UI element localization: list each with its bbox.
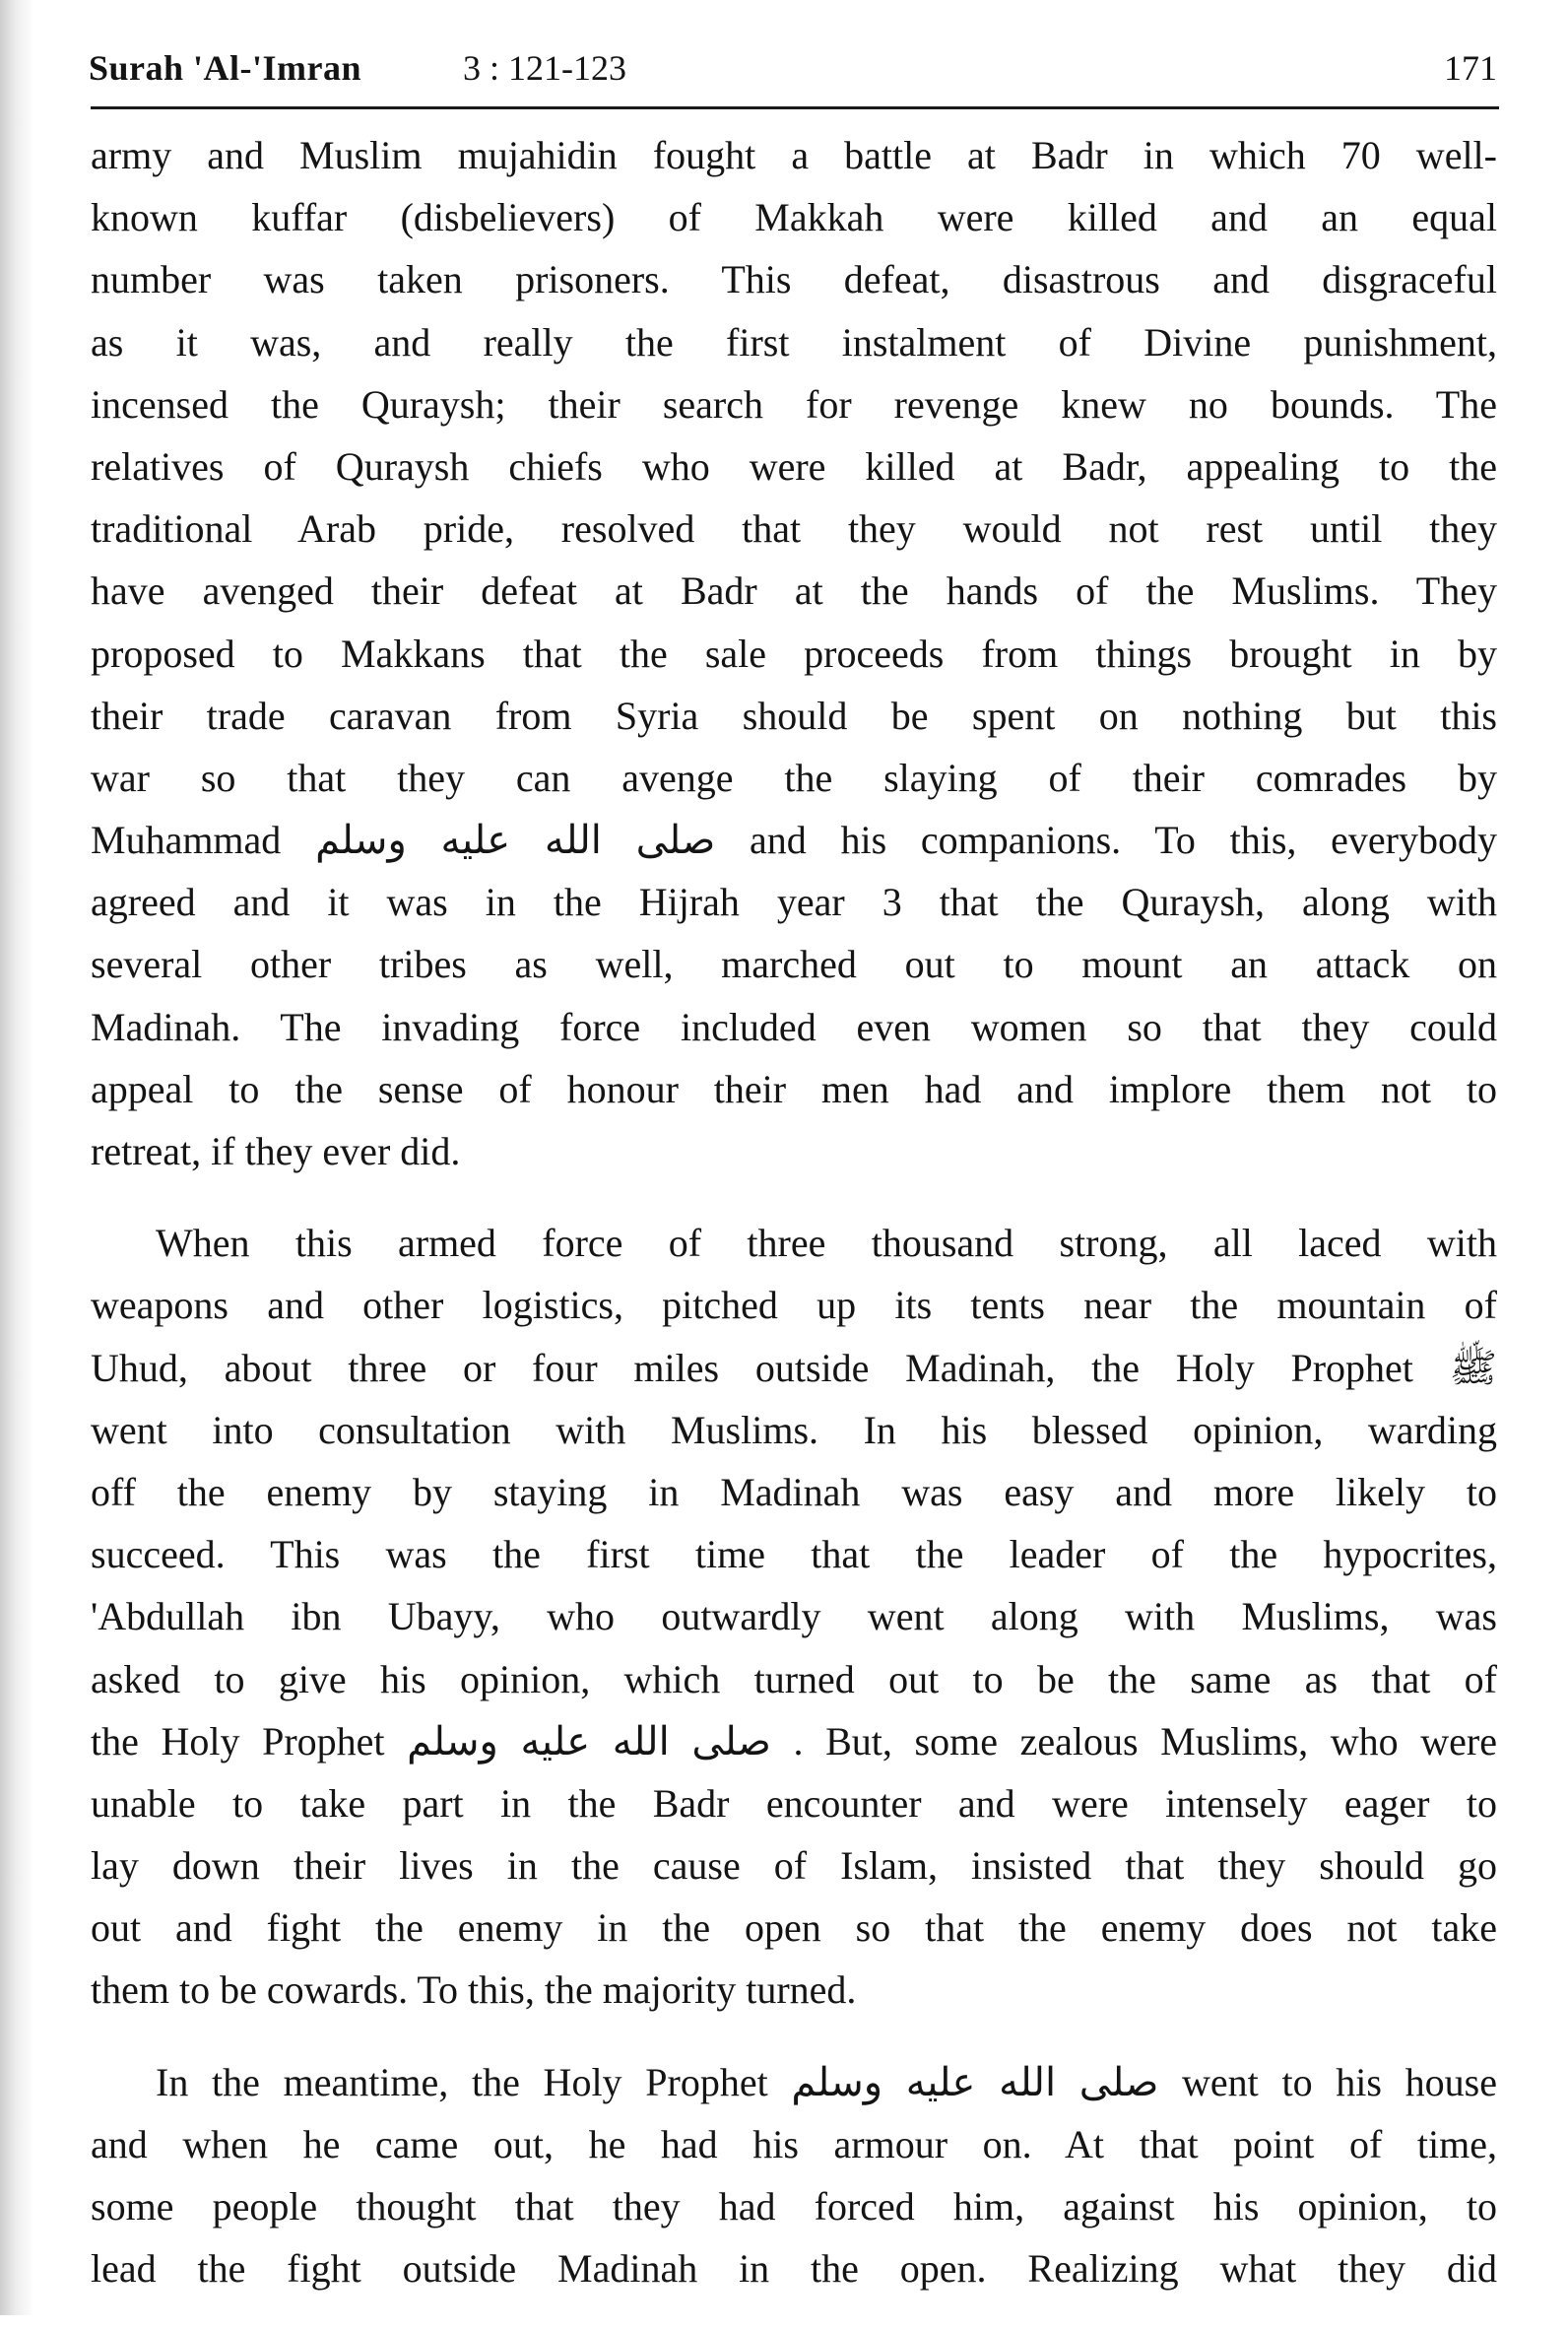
text-line: army and Muslim mujahidin fought a battle at Badr in which 70 well- — [91, 133, 1497, 177]
text-line: have avenged their defeat at Badr at the hands of the Muslims. They — [91, 568, 1497, 614]
text-line: the Holy Prophet صلى الله عليه وسلم . But, some zealous Muslims, who were — [91, 1718, 1497, 1763]
text-line: Muhammad صلى الله عليه وسلم and his companions. To this, everybody — [91, 818, 1497, 863]
text-line: several other tribes as well, marched out to mount an attack on — [91, 942, 1497, 987]
text-line: retreat, if they ever did. — [91, 1129, 461, 1173]
text-line: unable to take part in the Badr encounter and were intensely eager to — [91, 1780, 1497, 1826]
text-line: went into consultation with Muslims. In his blessed opinion, warding — [91, 1407, 1497, 1452]
text-line: asked to give his opinion, which turned out to be the same as that of — [91, 1656, 1497, 1701]
text-line: their trade caravan from Syria should be spent on nothing but this — [91, 693, 1497, 738]
paragraph-2 — [91, 1212, 1497, 2021]
body-text — [91, 124, 1497, 2329]
text-line: incensed the Quraysh; their search for revenge knew no bounds. The — [91, 381, 1497, 427]
text-line: off the enemy by staying in Madinah was easy and more likely to — [91, 1469, 1497, 1514]
page-binding-shadow — [0, 0, 33, 2315]
paragraph-1 — [91, 124, 1497, 1182]
text-line: proposed to Makkans that the sale proceeds from things brought in by — [91, 631, 1497, 676]
text-line: as it was, and really the first instalment of Divine punishment, — [91, 319, 1497, 365]
text-line: some people thought that they had forced him, against his opinion, to — [91, 2184, 1497, 2229]
header-rule — [91, 106, 1499, 109]
paragraph-3 — [91, 2051, 1497, 2300]
text-line: traditional Arab pride, resolved that they would not rest until they — [91, 506, 1497, 552]
text-line: 'Abdullah ibn Ubayy, who outwardly went along with Muslims, was — [91, 1594, 1497, 1639]
text-line: Uhud, about three or four miles outside Madinah, the Holy Prophet ﷺ — [91, 1345, 1497, 1390]
text-line: known kuffar (disbelievers) of Makkah were killed and an equal — [91, 195, 1497, 240]
text-line: out and fight the enemy in the open so that the enemy does not take — [91, 1905, 1497, 1951]
text-line: lay down their lives in the cause of Islam, insisted that they should go — [91, 1843, 1497, 1889]
text-line: relatives of Quraysh chiefs who were killed at Badr, appealing to the — [91, 443, 1497, 489]
text-line: weapons and other logistics, pitched up its tents near the mountain of — [91, 1283, 1497, 1328]
text-line: succeed. This was the first time that the leader of the hypocrites, — [91, 1532, 1497, 1577]
surah-title: Surah 'Al-'Imran — [89, 48, 362, 88]
verse-reference: 3 : 121-123 — [463, 48, 626, 88]
text-line: lead the fight outside Madinah in the open. Realizing what they did — [91, 2246, 1497, 2292]
text-line: When this armed force of three thousand strong, all laced with — [156, 1221, 1497, 1266]
text-line: and when he came out, he had his armour on. At that point of time, — [91, 2121, 1497, 2166]
text-line: Madinah. The invading force included even women so that they could — [91, 1004, 1497, 1049]
text-line: war so that they can avenge the slaying of their comrades by — [91, 755, 1497, 800]
text-line: them to be cowards. To this, the majority turned. — [91, 1967, 857, 2013]
running-header — [89, 47, 1497, 108]
page-number: 171 — [1444, 48, 1497, 88]
text-line: appeal to the sense of honour their men had and implore them not to — [91, 1066, 1497, 1111]
text-line: number was taken prisoners. This defeat, disastrous and disgraceful — [91, 257, 1497, 302]
text-line: In the meantime, the Holy Prophet صلى الله عليه وسلم went to his house — [156, 2059, 1497, 2104]
text-line: agreed and it was in the Hijrah year 3 that the Quraysh, along with — [91, 880, 1497, 925]
